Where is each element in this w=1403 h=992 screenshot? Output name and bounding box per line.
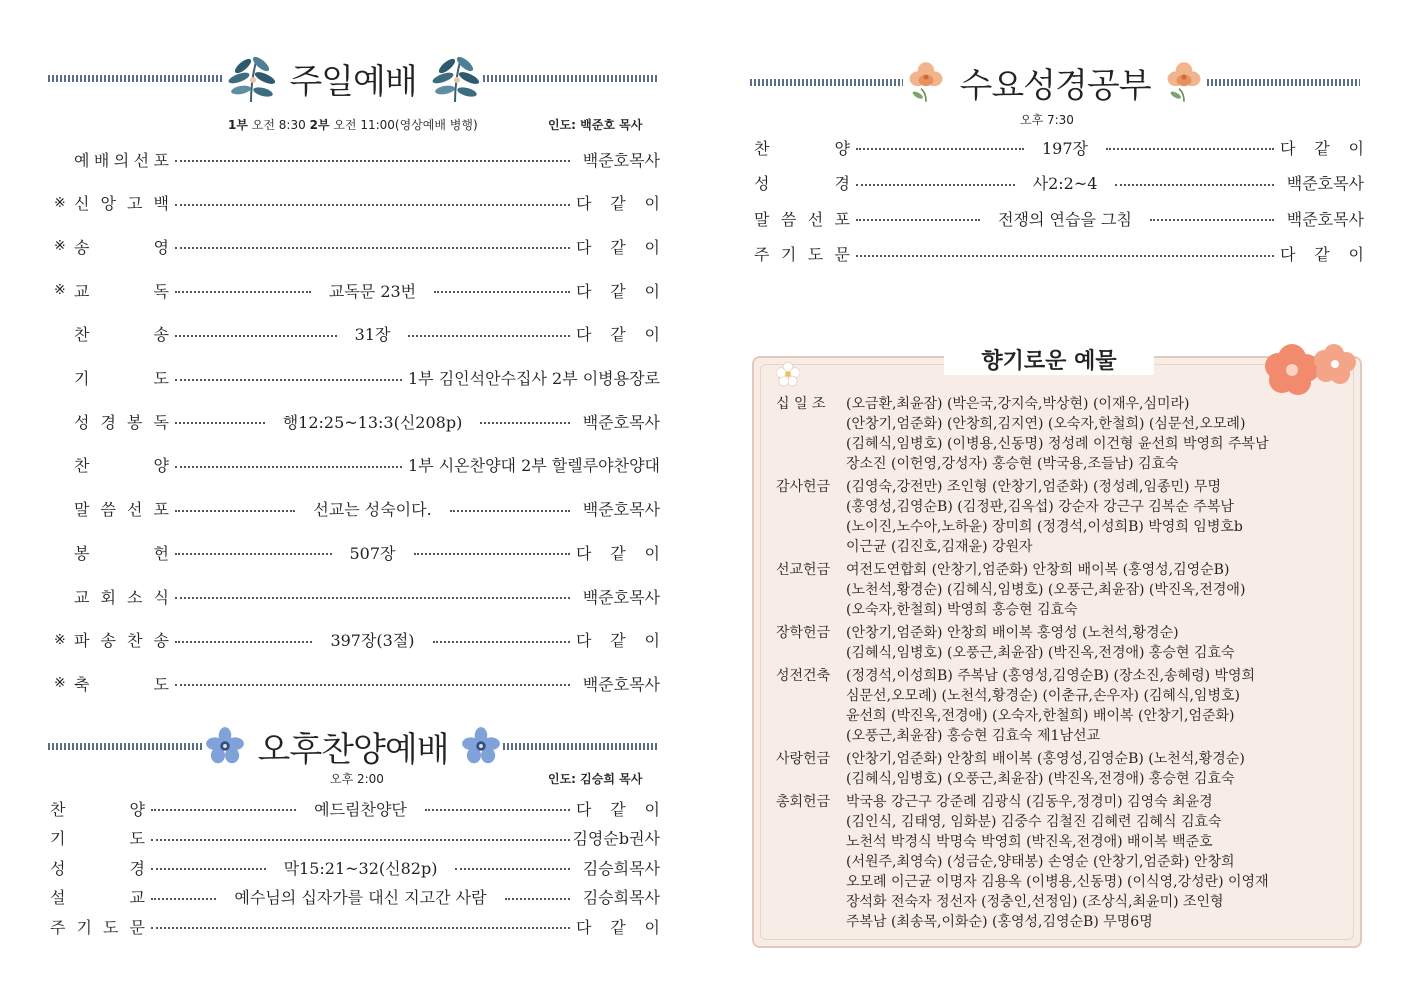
leader-dots bbox=[450, 510, 570, 512]
order-person: 백준호목사 bbox=[582, 674, 660, 694]
donor-line: (김혜식,임병호) (이병용,신동명) 정성례 이건형 윤선희 박영희 주복남 bbox=[846, 436, 1269, 452]
offering-category bbox=[776, 666, 1376, 746]
order-person: 다 같 이 bbox=[576, 799, 660, 819]
standing-mark: ※ bbox=[54, 675, 66, 692]
order-row bbox=[54, 629, 660, 651]
order-content: 507장 bbox=[349, 543, 396, 563]
standing-mark: ※ bbox=[54, 238, 66, 255]
order-row bbox=[50, 856, 660, 878]
order-label: 말 씀 선 포 bbox=[74, 500, 169, 520]
leader-dots bbox=[175, 247, 570, 249]
donor-line: (노이진,노수아,노하윤) 장미희 (정경석,이성희B) 박영희 임병호b bbox=[846, 519, 1243, 535]
leader-dots bbox=[505, 898, 570, 900]
sunday-times bbox=[228, 116, 478, 133]
order-label: 기 도 bbox=[50, 829, 145, 848]
order-content: 397장(3절) bbox=[330, 631, 415, 651]
order-label: 찬 양 bbox=[74, 456, 169, 476]
wednesday-title-bar bbox=[750, 52, 1360, 112]
order-person: 백준호목사 bbox=[582, 150, 660, 170]
leader-dots bbox=[175, 684, 570, 686]
order-row bbox=[54, 585, 660, 607]
leader-dots bbox=[408, 335, 570, 337]
leader-dots bbox=[175, 422, 265, 424]
order-row bbox=[754, 207, 1364, 229]
title-stripe-right bbox=[503, 743, 658, 750]
donor-line: 이근균 (김진호,김재윤) 강원자 bbox=[846, 539, 1033, 555]
order-content: 31장 bbox=[354, 325, 391, 345]
wednesday-title: 수요성경공부 bbox=[959, 65, 1151, 106]
offering-category bbox=[776, 394, 1376, 474]
order-label: 기 도 bbox=[74, 369, 169, 388]
leader-dots bbox=[175, 597, 570, 599]
donor-line: (김영숙,강전만) 조인형 (안창기,엄준화) (정성례,임종민) 무명 bbox=[846, 479, 1221, 495]
offering-category-name: 십 일 조 bbox=[776, 396, 826, 412]
order-row bbox=[54, 235, 660, 257]
standing-mark: ※ bbox=[54, 631, 66, 648]
order-person: 김승희목사 bbox=[582, 858, 660, 878]
donor-line: 심문선,오모례) (노천석,황경순) (이춘규,손우자) (김혜식,임병호) bbox=[846, 688, 1240, 704]
time-1: 오전 8:30 bbox=[251, 118, 306, 132]
donor-line: (오숙자,한철희) 박영희 홍승현 김효숙 bbox=[846, 602, 1078, 618]
offering-category-name: 감사헌금 bbox=[776, 479, 831, 495]
leader-dots bbox=[434, 291, 570, 293]
order-person: 다 같 이 bbox=[576, 631, 660, 651]
leader-dots bbox=[175, 641, 312, 643]
leader-dots bbox=[1106, 148, 1274, 150]
order-label: 축 도 bbox=[74, 674, 169, 694]
afternoon-title: 오후찬양예배 bbox=[257, 729, 449, 770]
order-label: 예 배 의 선 포 bbox=[74, 150, 169, 170]
leader-dots bbox=[455, 868, 570, 870]
leader-dots bbox=[175, 510, 295, 512]
wednesday-time: 오후 7:30 bbox=[1020, 113, 1074, 127]
donor-line: (안창기,엄준화) 안창희 배이복 (홍영성,김영순B) (노천석,황경순) bbox=[846, 751, 1245, 767]
sunday-title-bar bbox=[48, 48, 658, 108]
leader-dots bbox=[414, 553, 571, 555]
donor-line: 윤선희 (박진옥,전경애) (오숙자,한철희) 배이복 (안창기,엄준화) bbox=[846, 708, 1235, 724]
offering-category-name: 선교헌금 bbox=[776, 562, 831, 578]
leader-dots bbox=[856, 219, 980, 221]
offering-title: 향기로운 예물 bbox=[944, 344, 1154, 375]
offering-category-name: 성전건축 bbox=[776, 668, 831, 684]
offering-box bbox=[752, 349, 1362, 948]
leader-dots bbox=[856, 255, 1274, 257]
title-stripe-left bbox=[48, 75, 223, 82]
order-label: 파 송 찬 송 bbox=[74, 631, 169, 651]
leader-dots bbox=[433, 641, 570, 643]
order-label: 봉 헌 bbox=[74, 543, 169, 563]
donor-line: 박국용 강근구 강준례 김광식 (김동우,정경미) 김영숙 최윤경 bbox=[846, 794, 1213, 810]
offering-category bbox=[776, 749, 1376, 789]
leader-dots bbox=[151, 927, 570, 929]
order-row bbox=[54, 541, 660, 563]
order-person: 다 같 이 bbox=[576, 237, 660, 257]
donor-line: (김혜식,임병호) (오풍근,최윤잠) (박진옥,전경애) 홍승현 김효숙 bbox=[846, 645, 1235, 661]
order-row bbox=[54, 279, 660, 301]
order-person: 김영순b권사 bbox=[572, 829, 660, 848]
order-label: 교 독 bbox=[74, 281, 169, 301]
order-row bbox=[50, 915, 660, 937]
order-row bbox=[754, 172, 1364, 194]
donor-line: (서원주,최영숙) (성금순,양태봉) 손영순 (안창기,엄준화) 안창희 bbox=[846, 854, 1235, 870]
leader-dots bbox=[175, 466, 402, 468]
order-person: 다 같 이 bbox=[576, 917, 660, 937]
order-row bbox=[54, 192, 660, 214]
white-flower-icon bbox=[774, 360, 802, 388]
order-content: 예드림찬양단 bbox=[314, 799, 407, 819]
order-row bbox=[50, 797, 660, 819]
order-content: 예수님의 십자가를 대신 지고간 사람 bbox=[234, 888, 487, 907]
time-2-label: 2부 bbox=[309, 118, 330, 132]
offering-category bbox=[776, 477, 1376, 557]
order-label: 찬 양 bbox=[754, 138, 850, 158]
donor-line: (정경석,이성희B) 주복남 (홍영성,김영순B) (장소진,송혜령) 박영희 bbox=[846, 668, 1256, 684]
order-person: 다 같 이 bbox=[576, 194, 660, 214]
leaf-branch-icon bbox=[223, 50, 279, 106]
order-content: 교독문 23번 bbox=[328, 281, 417, 301]
donor-line: 주복남 (최송목,이화순) (홍영성,김영순B) 무명6명 bbox=[846, 914, 1153, 930]
leader-dots bbox=[1115, 184, 1274, 186]
donor-line: (오금환,최윤잠) (박은국,강지숙,박상현) (이재우,심미라) bbox=[846, 396, 1190, 412]
order-row bbox=[54, 498, 660, 520]
leaf-branch-icon bbox=[427, 50, 483, 106]
afternoon-time: 오후 2:00 bbox=[330, 772, 384, 786]
order-label: 주 기 도 문 bbox=[754, 245, 850, 264]
sunday-leader: 인도: 백준호 목사 bbox=[548, 118, 643, 132]
order-person: 백준호목사 bbox=[1286, 209, 1365, 229]
donor-line: (안창기,엄준화) 안창희 배이복 홍영성 (노천석,황경순) bbox=[846, 625, 1179, 641]
order-person: 백준호목사 bbox=[582, 412, 660, 432]
donor-line: 노천석 박경식 박명숙 박영희 (박진옥,전경애) 배이복 백준호 bbox=[846, 834, 1213, 850]
leader-dots bbox=[175, 379, 402, 381]
order-label: 말 씀 선 포 bbox=[754, 209, 850, 229]
order-row bbox=[50, 827, 660, 849]
order-person: 백준호목사 bbox=[582, 587, 660, 607]
offering-donors bbox=[846, 623, 1346, 663]
standing-mark: ※ bbox=[54, 282, 66, 299]
order-row bbox=[754, 136, 1364, 158]
title-stripe-right bbox=[483, 75, 658, 82]
order-row bbox=[54, 454, 660, 476]
leader-dots bbox=[151, 839, 570, 841]
offering-donors bbox=[846, 477, 1346, 557]
leader-dots bbox=[175, 291, 311, 293]
peach-flower-icon bbox=[903, 59, 949, 105]
order-label: 신 앙 고 백 bbox=[74, 194, 169, 214]
order-person: 다 같 이 bbox=[576, 281, 660, 301]
donor-line: (홍영성,김영순B) (김정판,김옥섭) 강순자 강근구 김복순 주복남 bbox=[846, 499, 1234, 515]
peach-flower-cluster-icon bbox=[1262, 338, 1362, 398]
donor-line: (안창기,엄준화) (안창희,김지연) (오숙자,한철희) (심문선,오모례) bbox=[846, 416, 1246, 432]
leader-dots bbox=[175, 335, 337, 337]
standing-mark: ※ bbox=[54, 194, 66, 211]
donor-line: 여전도연합회 (안창기,엄준화) 안창희 배이복 (홍영성,김영순B) bbox=[846, 562, 1230, 578]
afternoon-leader: 인도: 김승희 목사 bbox=[548, 772, 643, 786]
order-label: 송 영 bbox=[74, 237, 169, 257]
offering-category bbox=[776, 623, 1376, 663]
offering-category bbox=[776, 792, 1376, 932]
order-content: 197장 bbox=[1042, 138, 1088, 158]
order-content: 막15:21~32(신82p) bbox=[283, 858, 438, 878]
sunday-title: 주일예배 bbox=[289, 61, 417, 102]
leader-dots bbox=[151, 868, 266, 870]
order-person: 다 같 이 bbox=[1280, 138, 1364, 158]
offering-category-name: 사랑헌금 bbox=[776, 751, 831, 767]
order-row bbox=[54, 323, 660, 345]
order-label: 찬 양 bbox=[50, 799, 145, 819]
order-person: 백준호목사 bbox=[582, 500, 660, 520]
leader-dots bbox=[856, 148, 1024, 150]
leader-dots bbox=[175, 553, 332, 555]
order-row bbox=[54, 410, 660, 432]
donor-line: 장소진 (이헌영,강성자) 홍승현 (박국용,조들남) 김효숙 bbox=[846, 456, 1179, 472]
offering-donors bbox=[846, 394, 1346, 474]
order-row bbox=[54, 367, 660, 389]
title-stripe-left bbox=[48, 743, 203, 750]
order-label: 주 기 도 문 bbox=[50, 917, 145, 937]
order-label: 교 회 소 식 bbox=[74, 587, 169, 607]
time-1-label: 1부 bbox=[228, 118, 248, 132]
order-row bbox=[50, 886, 660, 908]
order-row bbox=[54, 672, 660, 694]
order-person: 다 같 이 bbox=[576, 543, 660, 563]
leader-dots bbox=[1150, 219, 1274, 221]
offering-donors bbox=[846, 792, 1346, 932]
order-content: 행12:25~13:3(신208p) bbox=[282, 412, 463, 432]
blue-flower-icon bbox=[203, 724, 247, 768]
donor-line: (김인식, 김태영, 임화분) 김중수 김철진 김혜련 김혜식 김효숙 bbox=[846, 814, 1222, 830]
leader-dots bbox=[175, 204, 570, 206]
offering-category bbox=[776, 560, 1376, 620]
donor-line: (오풍근,최윤잠) 홍승현 김효숙 제1남선교 bbox=[846, 728, 1101, 744]
leader-dots bbox=[856, 184, 1015, 186]
order-row bbox=[54, 148, 660, 170]
order-label: 설 교 bbox=[50, 888, 145, 907]
leader-dots bbox=[151, 809, 296, 811]
donor-line: (노천석,황경순) (김혜식,임병호) (오풍근,최윤잠) (박진옥,전경애) bbox=[846, 582, 1246, 598]
offering-donors bbox=[846, 666, 1346, 746]
offering-donors bbox=[846, 560, 1346, 620]
leader-dots bbox=[151, 898, 216, 900]
afternoon-title-bar bbox=[48, 716, 658, 776]
time-2: 오전 11:00(영상예배 병행) bbox=[333, 118, 478, 132]
order-person: 1부 시온찬양대 2부 할렐루야찬양대 bbox=[407, 456, 660, 476]
blue-flower-icon bbox=[459, 724, 503, 768]
offering-category-name: 총회헌금 bbox=[776, 794, 831, 810]
order-content: 전쟁의 연습을 그침 bbox=[998, 209, 1132, 229]
title-stripe-left bbox=[750, 79, 903, 86]
donor-line: 장석화 전숙자 정선자 (정충인,선정임) (조상식,최윤미) 조인형 bbox=[846, 894, 1224, 910]
order-label: 성 경 봉 독 bbox=[74, 412, 169, 432]
order-person: 다 같 이 bbox=[576, 325, 661, 345]
order-content: 사2:2~4 bbox=[1032, 174, 1098, 193]
order-person: 다 같 이 bbox=[1280, 245, 1364, 264]
leader-dots bbox=[480, 422, 570, 424]
offering-category-name: 장학헌금 bbox=[776, 625, 831, 641]
order-row bbox=[754, 243, 1364, 265]
donor-line: (김혜식,임병호) (오풍근,최윤잠) (박진옥,전경애) 홍승현 김효숙 bbox=[846, 771, 1235, 787]
title-stripe-right bbox=[1207, 79, 1360, 86]
order-label: 찬 송 bbox=[74, 325, 169, 345]
donor-line: 오모례 이근균 이명자 김용옥 (이병용,신동명) (이식영,강성란) 이영재 bbox=[846, 874, 1269, 890]
order-content: 선교는 성숙이다. bbox=[313, 500, 432, 520]
leader-dots bbox=[175, 160, 570, 162]
peach-flower-icon bbox=[1161, 59, 1207, 105]
order-label: 성 경 bbox=[50, 858, 145, 878]
order-person: 백준호목사 bbox=[1286, 174, 1365, 193]
right-page bbox=[702, 0, 1403, 992]
order-label: 성 경 bbox=[754, 174, 850, 193]
order-person: 1부 김인석안수집사 2부 이병용장로 bbox=[407, 369, 660, 388]
leader-dots bbox=[425, 809, 570, 811]
offering-donors bbox=[846, 749, 1346, 789]
order-person: 김승희목사 bbox=[582, 888, 660, 907]
